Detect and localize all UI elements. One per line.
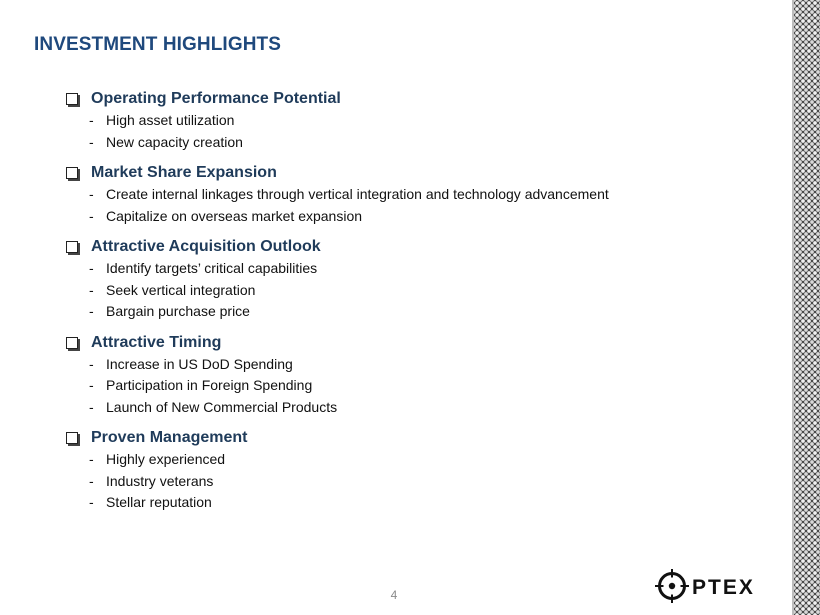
section-operating-performance	[66, 88, 756, 153]
section-acquisition-outlook	[66, 236, 756, 323]
list-item	[66, 132, 756, 154]
list-item	[66, 301, 756, 323]
list-item	[66, 280, 756, 302]
list-item	[66, 397, 756, 419]
section-market-share	[66, 162, 756, 227]
dash-bullet: -	[89, 472, 94, 489]
list-item-text: Industry veterans	[106, 472, 214, 489]
section-heading-text: Market Share Expansion	[91, 164, 277, 181]
list-item-text: Launch of New Commercial Products	[106, 398, 338, 415]
list-item-text: Seek vertical integration	[106, 281, 256, 298]
section-heading-text: Operating Performance Potential	[91, 90, 341, 107]
section-heading-text: Proven Management	[91, 429, 248, 446]
checkbox-bullet-icon	[66, 432, 78, 444]
dash-bullet: -	[89, 355, 94, 372]
section-heading	[66, 236, 756, 258]
optex-logo	[652, 566, 794, 610]
list-item	[66, 449, 756, 471]
logo-wordmark: PTEX	[692, 576, 755, 599]
section-heading	[66, 427, 756, 449]
list-item-text: Highly experienced	[106, 451, 226, 467]
dash-bullet: -	[89, 303, 94, 319]
dash-bullet: -	[89, 112, 94, 128]
checkbox-bullet-icon	[66, 167, 78, 179]
list-item-text: Stellar reputation	[106, 494, 212, 510]
checkbox-bullet-icon	[66, 93, 78, 105]
checkbox-bullet-icon	[66, 241, 78, 253]
slide-title: INVESTMENT HIGHLIGHTS	[34, 34, 281, 55]
list-item	[66, 492, 756, 514]
list-item-text: High asset utilization	[106, 112, 235, 128]
list-item	[66, 354, 756, 376]
dash-bullet: -	[89, 260, 94, 276]
section-heading	[66, 162, 756, 184]
section-attractive-timing	[66, 332, 756, 419]
section-heading-text: Attractive Timing	[91, 333, 222, 351]
list-item	[66, 258, 756, 280]
checkbox-bullet-icon	[66, 337, 78, 349]
list-item-text: Identify targets’ critical capabilities	[106, 260, 318, 276]
list-item-text: Participation in Foreign Spending	[106, 377, 313, 393]
list-item-text: Increase in US DoD Spending	[106, 355, 293, 372]
dash-bullet: -	[89, 398, 94, 415]
list-item-text: New capacity creation	[106, 133, 243, 150]
list-item	[66, 471, 756, 493]
list-item-text: Bargain purchase price	[106, 303, 250, 319]
dash-bullet: -	[89, 451, 94, 467]
dash-bullet: -	[89, 377, 94, 393]
highlights-list	[66, 88, 756, 523]
list-item-text: Capitalize on overseas market expansion	[106, 207, 363, 224]
crosshair-icon	[655, 569, 689, 603]
dash-bullet: -	[89, 186, 94, 202]
dash-bullet: -	[89, 281, 94, 298]
section-proven-management	[66, 427, 756, 514]
section-heading	[66, 332, 756, 354]
dash-bullet: -	[89, 207, 94, 224]
page-number: 4	[390, 588, 398, 602]
decorative-edge-strip	[794, 0, 820, 615]
list-item	[66, 206, 756, 228]
list-item	[66, 184, 756, 206]
dash-bullet: -	[89, 494, 94, 510]
list-item	[66, 110, 756, 132]
section-heading	[66, 88, 756, 110]
section-heading-text: Attractive Acquisition Outlook	[91, 238, 321, 255]
list-item-text: Create internal linkages through vertical integration and technology advancement	[106, 186, 609, 202]
dash-bullet: -	[89, 133, 94, 150]
list-item	[66, 375, 756, 397]
